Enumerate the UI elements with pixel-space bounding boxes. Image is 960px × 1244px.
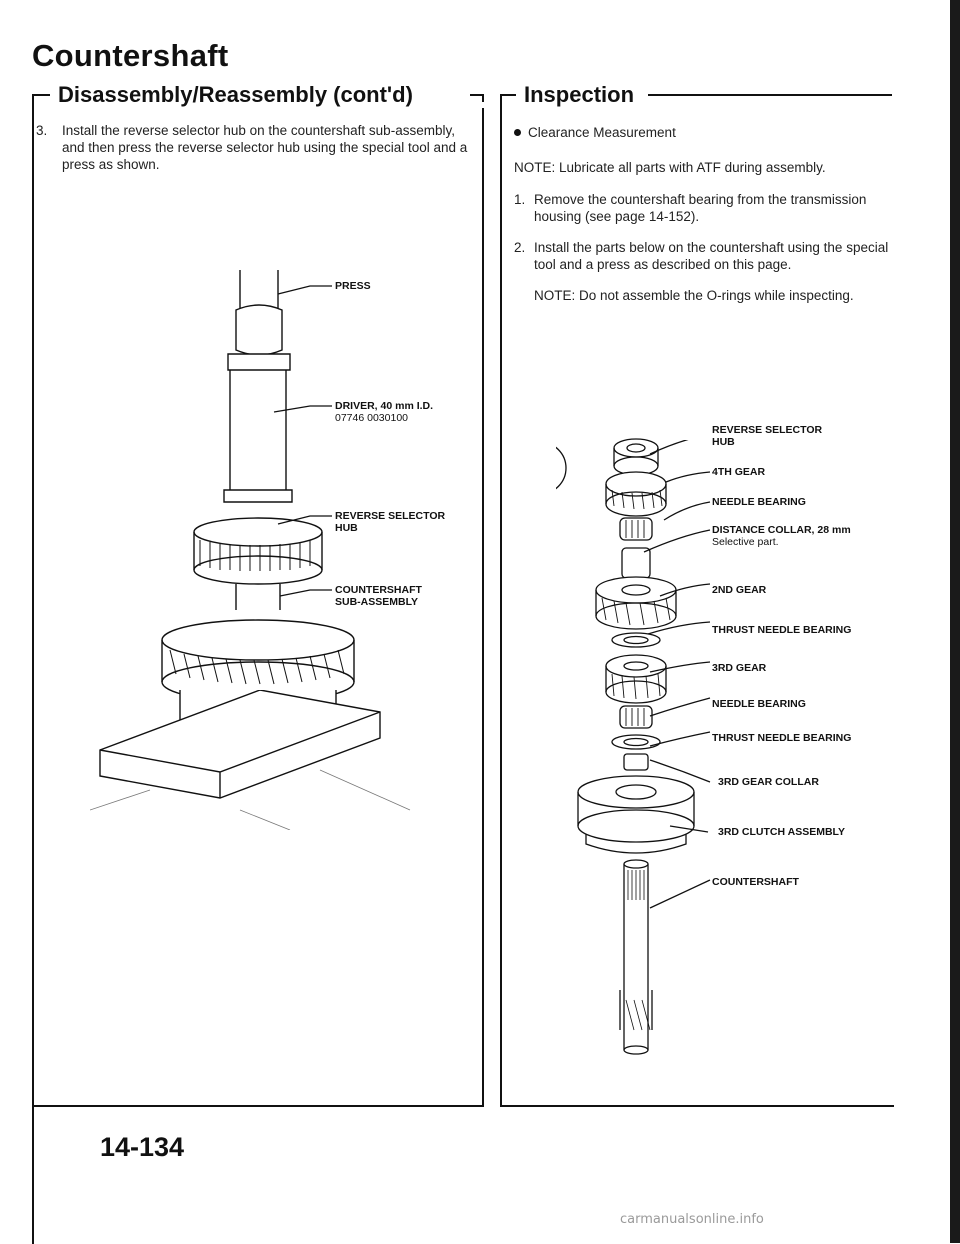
left-leader-lines (270, 270, 350, 610)
countershaft-subassembly-label (335, 584, 422, 608)
left-frame-right-vertical (482, 94, 484, 102)
step-2-number: 2. (514, 240, 526, 255)
right-frame-bottom (500, 1105, 894, 1107)
left-frame-right-bottom (482, 108, 484, 1107)
page-edge-bar (950, 0, 960, 1243)
part-collar-line2: Selective part. (712, 536, 779, 548)
bullet-text: Clearance Measurement (528, 125, 676, 140)
right-frame-top-rule (648, 94, 892, 96)
reverse-hub-label-line1: REVERSE SELECTOR (335, 510, 446, 522)
left-frame-vertical (32, 94, 34, 1244)
driver-label (335, 400, 433, 424)
step-2-text: Install the parts below on the countershaft using the special tool and a press as described on this page. (534, 240, 889, 272)
press-block-illustration (90, 690, 420, 830)
reverse-hub-label-line2: HUB (335, 522, 358, 534)
step-3 (36, 122, 476, 173)
reverse-selector-hub-label (335, 510, 445, 534)
part-thrust-needle-bearing-1: THRUST NEEDLE BEARING (712, 624, 852, 636)
part-needle-bearing-1: NEEDLE BEARING (712, 496, 806, 508)
subassembly-label-line1: COUNTERSHAFT (335, 584, 422, 596)
part-reverse-selector-hub (712, 424, 822, 448)
part-2nd-gear: 2ND GEAR (712, 584, 767, 596)
left-section-heading: Disassembly/Reassembly (cont'd) (58, 82, 413, 107)
driver-label-line2: 07746 0030100 (335, 412, 408, 424)
left-frame-bottom (32, 1105, 484, 1107)
bullet-icon (514, 129, 521, 136)
part-needle-bearing-2: NEEDLE BEARING (712, 698, 806, 710)
part-countershaft: COUNTERSHAFT (712, 876, 799, 888)
part-3rd-clutch-assembly: 3RD CLUTCH ASSEMBLY (718, 826, 845, 838)
inspection-text (514, 124, 894, 318)
step-1-number: 1. (514, 192, 526, 207)
right-frame-top-tick (500, 94, 516, 96)
part-4th-gear: 4TH GEAR (712, 466, 766, 478)
o-ring-note: NOTE: Do not assemble the O-rings while inspecting. (534, 288, 854, 303)
part-3rd-gear: 3RD GEAR (712, 662, 767, 674)
part-reverse-hub-line1: REVERSE SELECTOR (712, 424, 823, 436)
press-label: PRESS (335, 280, 371, 292)
right-leader-lines (630, 440, 720, 960)
bullet-item (514, 124, 894, 141)
subassembly-label-line2: SUB-ASSEMBLY (335, 596, 419, 608)
left-frame-top-tick (32, 94, 50, 96)
lubrication-note: NOTE: Lubricate all parts with ATF during assembly. (514, 160, 826, 175)
step-text: Install the reverse selector hub on the countershaft sub-assembly, and then press the reverse selector hub using the special tool and a press as shown. (62, 123, 468, 172)
page-title: Countershaft (32, 38, 229, 73)
part-3rd-gear-collar: 3RD GEAR COLLAR (718, 776, 819, 788)
part-reverse-hub-line2: HUB (712, 436, 735, 448)
part-distance-collar (712, 524, 851, 548)
watermark-text: carmanualsonline.info (620, 1212, 764, 1227)
step-number: 3. (36, 123, 48, 138)
right-frame-vertical (500, 94, 502, 1106)
inspection-step-2 (514, 239, 894, 304)
part-thrust-needle-bearing-2: THRUST NEEDLE BEARING (712, 732, 852, 744)
driver-label-line1: DRIVER, 40 mm I.D. (335, 400, 434, 412)
inspection-step-1 (514, 191, 894, 225)
step-1-text: Remove the countershaft bearing from the transmission housing (see page 14-152). (534, 192, 867, 224)
right-section-heading: Inspection (524, 82, 635, 107)
part-collar-line1: DISTANCE COLLAR, 28 mm (712, 524, 851, 536)
page-number: 14-134 (100, 1132, 185, 1162)
